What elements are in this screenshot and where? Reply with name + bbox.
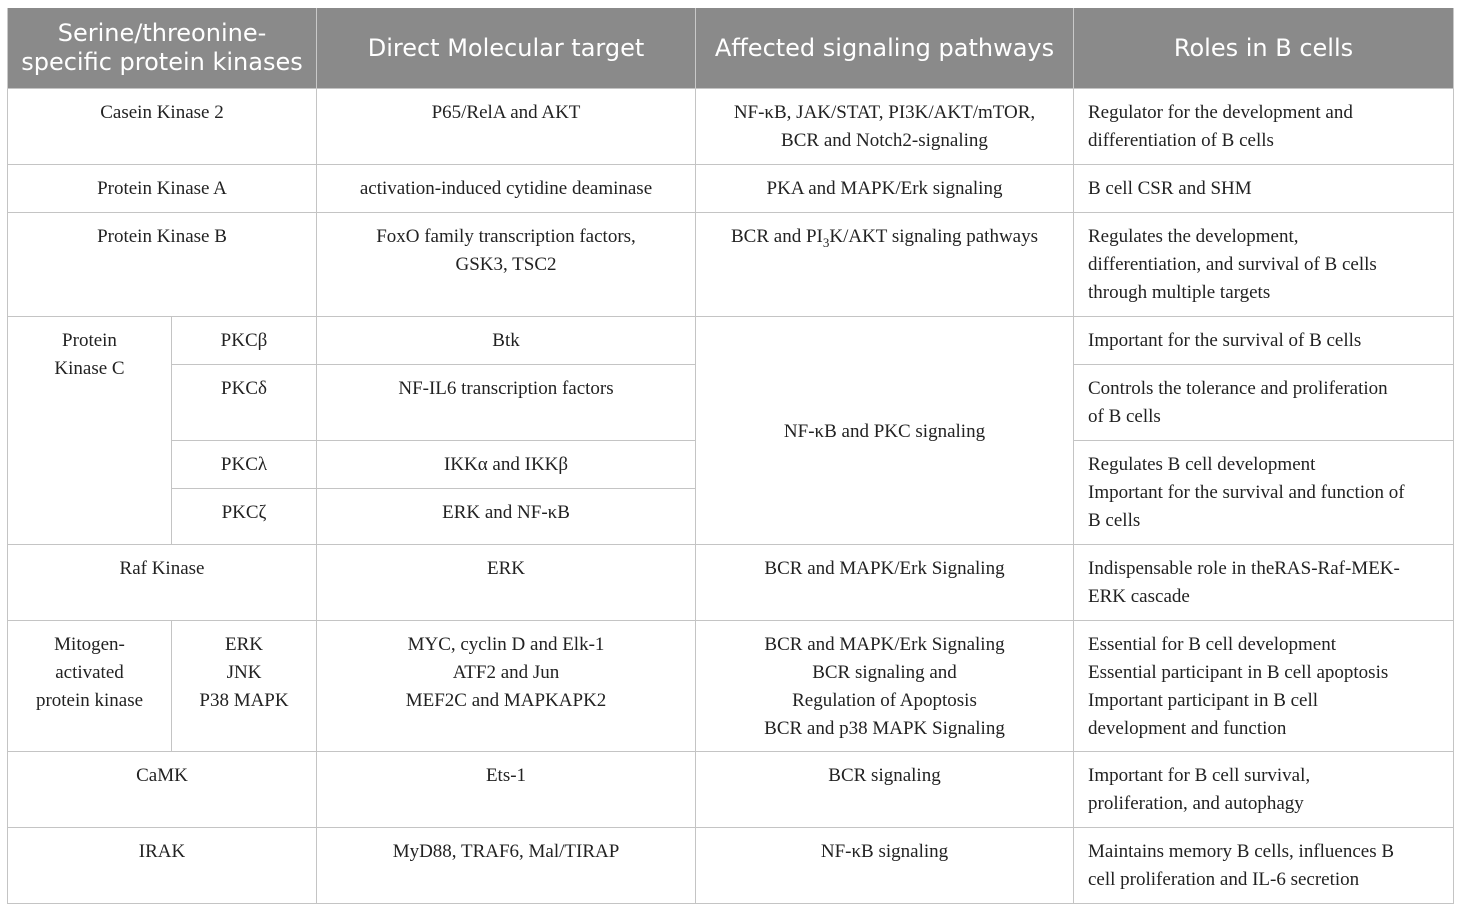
kinase-cell: Protein Kinase B — [8, 213, 317, 317]
pathways-line: NF-κB, JAK/STAT, PI3K/AKT/mTOR, — [733, 102, 1036, 123]
target-cell: ERK and NF-κB — [317, 489, 696, 545]
kinase-line: protein kinase — [35, 690, 144, 711]
roles-line: differentiation, and survival of B cells — [1088, 254, 1377, 275]
pathways-subscript: 3 — [822, 234, 830, 250]
table-row — [8, 752, 1454, 828]
target-line: FoxO family transcription factors, — [376, 226, 636, 247]
pathways-cell — [696, 213, 1074, 317]
kinase-cell — [8, 317, 172, 545]
table-row — [8, 165, 1454, 213]
isoform-cell: PKCδ — [172, 365, 317, 441]
roles-cell: B cell CSR and SHM — [1074, 165, 1454, 213]
roles-line: proliferation, and autophagy — [1088, 793, 1304, 814]
kinase-line: activated — [55, 662, 124, 683]
roles-line: of B cells — [1088, 406, 1161, 427]
roles-line: Important for B cell survival, — [1088, 765, 1311, 786]
roles-line: cell proliferation and IL-6 secretion — [1088, 869, 1360, 890]
kinase-table — [7, 8, 1454, 904]
header-target: Direct Molecular target — [317, 8, 696, 89]
pathways-cell — [696, 89, 1074, 165]
target-cell: ERK — [317, 545, 696, 621]
roles-line: through multiple targets — [1088, 282, 1271, 303]
isoform-cell: PKCβ — [172, 317, 317, 365]
table-row — [8, 317, 1454, 365]
header-kinases: Serine/threonine-specific protein kinases — [8, 8, 317, 89]
kinase-cell — [8, 621, 172, 752]
table-row — [8, 828, 1454, 904]
target-line: ATF2 and Jun — [452, 662, 560, 683]
pathways-cell: BCR and MAPK/Erk Signaling — [696, 545, 1074, 621]
pathways-line: BCR and Notch2-signaling — [781, 130, 988, 151]
header-roles: Roles in B cells — [1074, 8, 1454, 89]
pathways-cell — [696, 621, 1074, 752]
roles-line: Regulator for the development and — [1088, 102, 1353, 123]
target-cell: activation-induced cytidine deaminase — [317, 165, 696, 213]
roles-line: Essential participant in B cell apoptosis — [1088, 662, 1389, 683]
pathways-line: BCR and p38 MAPK Signaling — [764, 718, 1005, 739]
kinase-cell: Raf Kinase — [8, 545, 317, 621]
pathways-text-post: K/AKT signaling pathways — [829, 226, 1038, 247]
pathways-text-pre: BCR and PI — [731, 226, 823, 247]
roles-line: Regulates the development, — [1088, 226, 1299, 247]
pathways-line: BCR and MAPK/Erk Signaling — [764, 634, 1005, 655]
target-line: MEF2C and MAPKAPK2 — [405, 690, 607, 711]
roles-line: Important for the survival and function of — [1088, 482, 1405, 503]
roles-cell: Important for the survival of B cells — [1074, 317, 1454, 365]
kinase-cell: Casein Kinase 2 — [8, 89, 317, 165]
target-cell — [317, 621, 696, 752]
pathways-cell: NF-κB signaling — [696, 828, 1074, 904]
roles-line: Regulates B cell development — [1088, 454, 1316, 475]
roles-line: Controls the tolerance and proliferation — [1088, 378, 1388, 399]
pathways-cell: PKA and MAPK/Erk signaling — [696, 165, 1074, 213]
kinase-line: Mitogen- — [54, 634, 125, 655]
table-row — [8, 89, 1454, 165]
target-cell: Btk — [317, 317, 696, 365]
header-row — [8, 8, 1454, 89]
roles-cell — [1074, 365, 1454, 441]
target-cell: Ets-1 — [317, 752, 696, 828]
pathways-cell: NF-κB and PKC signaling — [696, 317, 1074, 545]
roles-cell — [1074, 828, 1454, 904]
target-cell: NF-IL6 transcription factors — [317, 365, 696, 441]
header-pathways: Affected signaling pathways — [696, 8, 1074, 89]
roles-line: ERK cascade — [1088, 586, 1190, 607]
isoform-line: P38 MAPK — [199, 690, 289, 711]
roles-cell — [1074, 89, 1454, 165]
isoform-cell — [172, 621, 317, 752]
table-row — [8, 621, 1454, 752]
isoform-cell: PKCλ — [172, 441, 317, 489]
pathways-line: Regulation of Apoptosis — [792, 690, 977, 711]
kinase-table-container — [7, 8, 1454, 904]
roles-cell — [1074, 621, 1454, 752]
kinase-cell: CaMK — [8, 752, 317, 828]
target-line: GSK3, TSC2 — [455, 254, 557, 275]
isoform-line: JNK — [226, 662, 262, 683]
isoform-cell: PKCζ — [172, 489, 317, 545]
roles-line: Maintains memory B cells, influences B — [1088, 841, 1395, 862]
target-line: MYC, cyclin D and Elk-1 — [407, 634, 605, 655]
pathways-cell: BCR signaling — [696, 752, 1074, 828]
roles-line: development and function — [1088, 718, 1287, 739]
roles-cell — [1074, 545, 1454, 621]
target-cell: IKKα and IKKβ — [317, 441, 696, 489]
roles-line: Essential for B cell development — [1088, 634, 1336, 655]
roles-cell — [1074, 441, 1454, 545]
target-cell: MyD88, TRAF6, Mal/TIRAP — [317, 828, 696, 904]
table-row — [8, 545, 1454, 621]
table-row — [8, 213, 1454, 317]
kinase-line: Kinase C — [54, 358, 125, 379]
roles-cell — [1074, 752, 1454, 828]
roles-line: Indispensable role in theRAS-Raf-MEK- — [1088, 558, 1400, 579]
roles-cell — [1074, 213, 1454, 317]
roles-line: Important participant in B cell — [1088, 690, 1319, 711]
target-cell — [317, 213, 696, 317]
roles-line: B cells — [1088, 510, 1141, 531]
kinase-cell: IRAK — [8, 828, 317, 904]
pathways-line: BCR signaling and — [812, 662, 957, 683]
target-cell: P65/RelA and AKT — [317, 89, 696, 165]
kinase-cell: Protein Kinase A — [8, 165, 317, 213]
roles-line: differentiation of B cells — [1088, 130, 1274, 151]
kinase-line: Protein — [62, 330, 117, 351]
isoform-line: ERK — [225, 634, 263, 655]
